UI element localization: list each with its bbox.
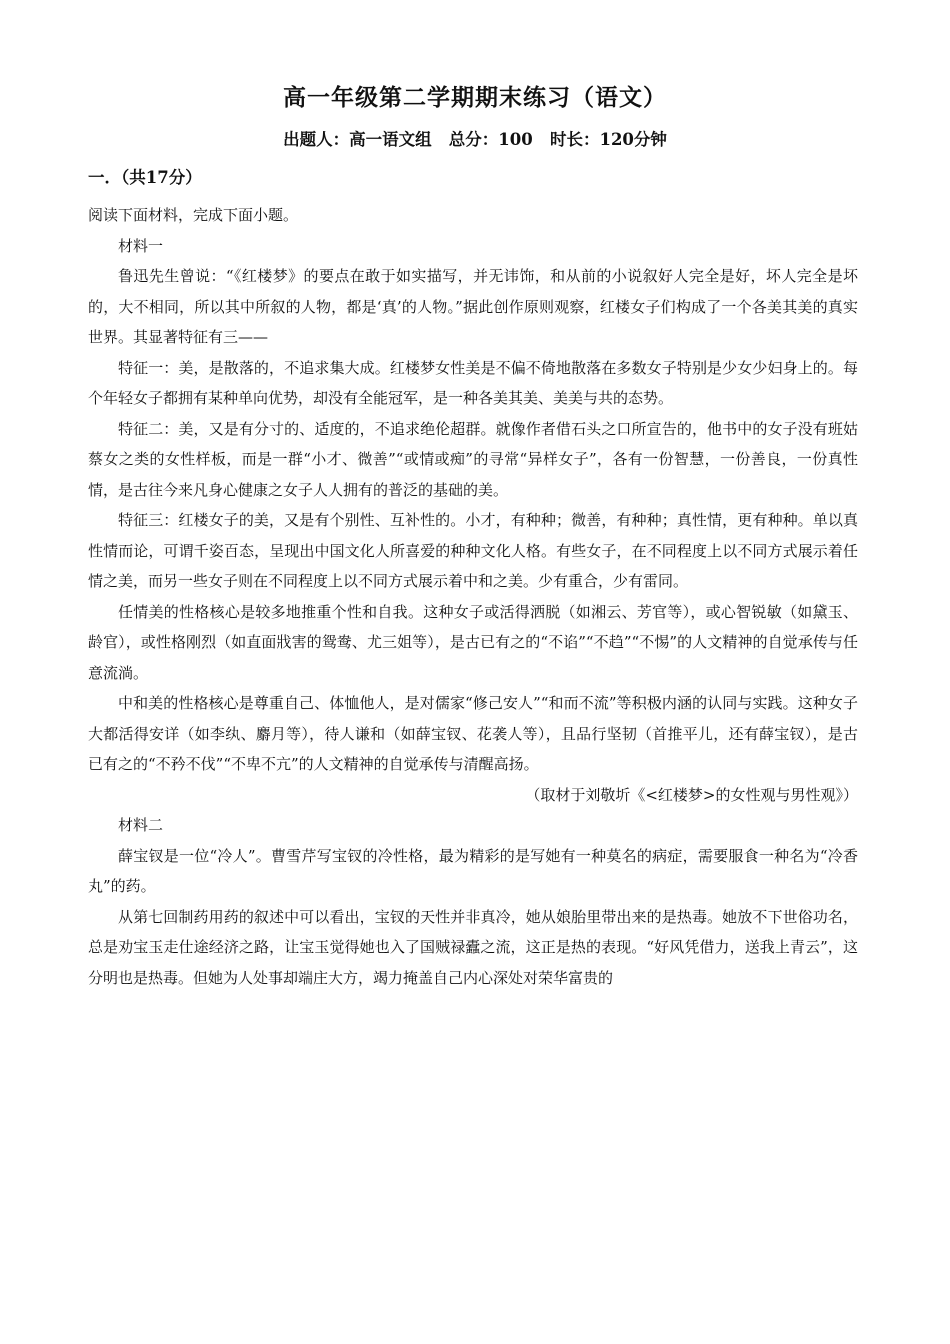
material-one-paragraph: 特征一：美，是散落的，不追求集大成。红楼梦女性美是不偏不倚地散落在多数女子特别是少女少妇身上的。每个年轻女子都拥有某种单向优势，却没有全能冠军，是一种各美其美、美美与共的态势。 (88, 358, 858, 407)
material-one-paragraph: 特征三：红楼女子的美，又是有个别性、互补性的。小才，有种种；微善，有种种；真性情，更有种种。单以真性情而论，可谓千姿百态，呈现出中国文化人所喜爱的种种文化人格。有些女子，在不同程度上以不同方式展示着任情之美，而另一些女子则在不同程度上以不同方式展示着中和之美。少有重合，少有雷同。 (88, 511, 858, 590)
section-heading: 一．（共17分） (88, 168, 202, 187)
instruction-text: 阅读下面材料，完成下面小题。 (88, 206, 299, 224)
material-one-paragraph: 特征二：美，又是有分寸的、适度的，不追求绝伦超群。就像作者借石头之口所宣告的，他书中的女子没有班姑蔡女之类的女性样板，而是一群“小才、微善”“或情或痴”的寻常“异样女子”，各有一份智慧，一份善良，一份真性情，是古往今来凡身心健康之女子人人拥有的普泛的基础的美。 (88, 419, 858, 499)
material-two-paragraph: 从第七回制药用药的叙述中可以看出，宝钗的天性并非真冷，她从娘胎里带出来的是热毒。她放不下世俗功名，总是劝宝玉走仕途经济之路，让宝玉觉得她也入了国贼禄蠹之流，这正是热的表现。“好风凭借力，送我上青云”，这分明也是热毒。但她为人处事却端庄大方，竭力掩盖自己内心深处对荣华富贵的 (88, 907, 858, 987)
passage-body (88, 200, 858, 993)
material-one-paragraph: 鲁迅先生曾说：“《红楼梦》的要点在敢于如实描写，并无讳饰，和从前的小说叙好人完全是好，坏人完全是坏的，大不相同，所以其中所叙的人物，都是‘真’的人物。”据此创作原则观察，红楼女子们构成了一个各美其美的真实世界。其显著特征有三—— (88, 267, 858, 346)
material-one-label: 材料一 (118, 236, 164, 255)
material-one-paragraph: 任情美的性格核心是较多地推重个性和自我。这种女子或活得洒脱（如湘云、芳官等），或心智锐敏（如黛玉、龄官），或性格刚烈（如直面戕害的鸳鸯、尤三姐等），是古已有之的“不谄”“不趋”“不惕”的人文精神的自觉承传与任意流淌。 (88, 602, 858, 682)
material-one-paragraph: 中和美的性格核心是尊重自己、体恤他人，是对儒家“修己安人”“和而不流”等积极内涵的认同与实践。这种女子大都活得安详（如李纨、麝月等），待人谦和（如薛宝钗、花袭人等），且品行坚韧（首推平儿，还有薛宝钗），是古已有之的“不矜不伐”“不卑不亢”的人文精神的自觉承传与清醒高扬。 (88, 694, 858, 773)
material-two-label: 材料二 (118, 816, 164, 834)
material-one-source: （取材于刘敬圻《<红楼梦>的女性观与男性观》） (525, 785, 858, 804)
exam-title: 高一年级第二学期期末练习（语文） (283, 84, 667, 111)
exam-info: 出题人：高一语文组 总分：100 时长：120分钟 (283, 130, 667, 149)
material-two-paragraph: 薛宝钗是一位“冷人”。曹雪芹写宝钗的冷性格，最为精彩的是写她有一种莫名的病症，需要服食一种名为“冷香丸”的药。 (88, 846, 858, 895)
